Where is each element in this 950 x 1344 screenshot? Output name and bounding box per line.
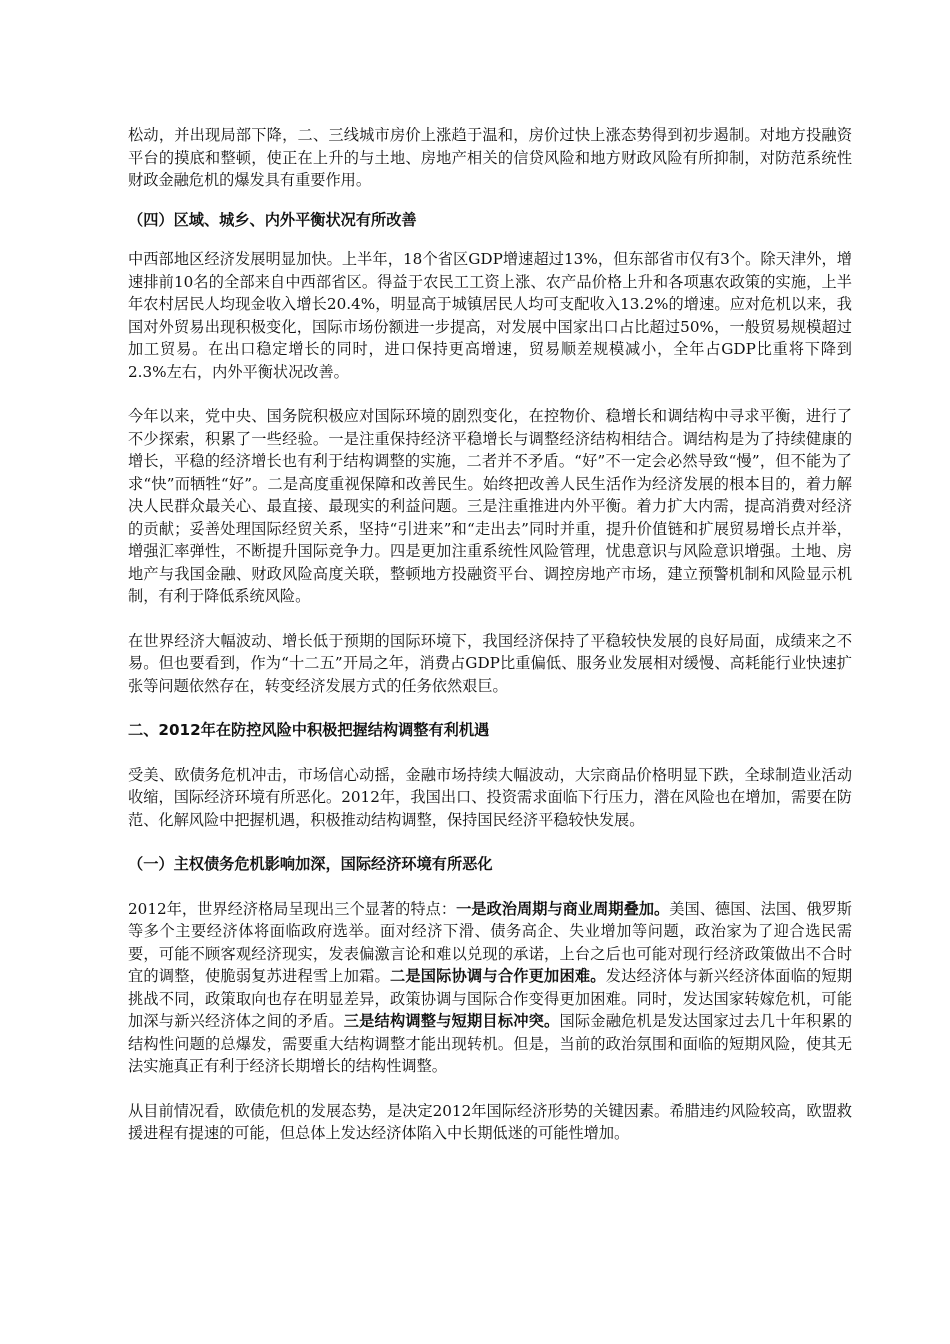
heading-section-4: （四）区域、城乡、内外平衡状况有所改善 — [128, 210, 417, 229]
paragraph-three-features — [128, 898, 852, 1078]
paragraph-policy-experience: 今年以来，党中央、国务院积极应对国际环境的剧烈变化，在控物价、稳增长和调结构中寻求平衡，进行了不少探索，积累了一些经验。一是注重保持经济平稳增长与调整经济结构相结合。调结构是为了持续健康的增长，平稳的经济增长也有利于结构调整的实施，二者并不矛盾。“好”不一定会必然导致“慢”，但不能为了求“快”而牺牲“好”。二是高度重视保障和改善民生。始终把改善人民生活作为经济发展的根本目的，着力解决人民群众最关心、最直接、最现实的利益问题。三是注重推进内外平衡。着力扩大内需，提高消费对经济的贡献；妥善处理国际经贸关系，坚持“引进来”和“走出去”同时并重，提升价值链和扩展贸易增长点并举，增强汇率弹性，不断提升国际竞争力。四是更加注重系统性风险管理，忧患意识与风险意识增强。土地、房地产与我国金融、财政风险高度关联，整顿地方投融资平台、调控房地产市场，建立预警机制和风险显示机制，有利于降低系统风险。 — [128, 407, 852, 605]
bold-point-2: 二是国际协调与合作更加困难。 — [389, 967, 606, 985]
heading-part-2: 二、2012年在防控风险中积极把握结构调整有利机遇 — [128, 721, 490, 739]
paragraph-achievements: 在世界经济大幅波动、增长低于预期的国际环境下，我国经济保持了平稳较快发展的良好局面，成绩来之不易。但也要看到，作为“十二五”开局之年，消费占GDP比重偏低、服务业发展相对缓慢、高耗能行业快速扩张等问题依然存在，转变经济发展方式的任务依然艰巨。 — [128, 631, 852, 695]
text-run: 国际金融危机是发达国家过去几十年积累的结构性问题的总爆发，需要重大结构调整才能出现转机。但是，当前的政治氛围和面临的短期风险，使其无法实施真正有利于经济长期增长的结构性调整。 — [128, 1012, 853, 1075]
document-page — [128, 124, 852, 1145]
paragraph-housing-risk: 松动，并出现局部下降，二、三线城市房价上涨趋于温和，房价过快上涨态势得到初步遏制。对地方投融资平台的摸底和整顿，使正在上升的与土地、房地产相关的信贷风险和地方财政风险有所抑制，对防范系统性财政金融危机的爆发具有重要作用。 — [128, 126, 852, 189]
heading-subsection-1: （一）主权债务危机影响加深，国际经济环境有所恶化 — [128, 855, 493, 873]
bold-point-3: 三是结构调整与短期目标冲突。 — [343, 1012, 560, 1030]
text-run: 美国、德国、法国、俄罗斯等多个主要经济体将面临政府选举。面对经济下滑、债务高企、失业增加等问题，政治家为了迎合选民需要，可能不顾客观经济现实，发表偏激言论和难以兑现的承诺，上台之后也可能对现行经济政策做出不合时宜的调整，使脆弱复苏进程雪上加霜。 — [128, 899, 852, 985]
text-run: 2012年，世界经济格局呈现出三个显著的特点： — [128, 899, 457, 918]
text-run: 发达经济体与新兴经济体面临的短期挑战不同，政策取向也存在明显差异，政策协调与国际合作变得更加困难。同时，发达国家转嫁危机，可能加深与新兴经济体之间的矛盾。 — [128, 967, 853, 1030]
paragraph-euro-crisis-outlook: 从目前情况看，欧债危机的发展态势，是决定2012年国际经济形势的关键因素。希腊违约风险较高，欧盟救援进程有提速的可能，但总体上发达经济体陷入中长期低迷的可能性增加。 — [128, 1101, 852, 1142]
paragraph-regional-balance: 中西部地区经济发展明显加快。上半年，18个省区GDP增速超过13%，但东部省市仅有3个。除天津外，增速排前10名的全部来自中西部省区。得益于农民工工资上涨、农产品价格上升和各项惠农政策的实施，上半年农村居民人均现金收入增长20.4%，明显高于城镇居民人均可支配收入13.2%的增速。应对危机以来，我国对外贸易出现积极变化，国际市场份额进一步提高，对发展中国家出口占比超过50%，一般贸易规模超过加工贸易。在出口稳定增长的同时，进口保持更高增速，贸易顺差规模减小，全年占GDP比重将下降到2.3%左右，内外平衡状况改善。 — [128, 250, 852, 381]
bold-point-1: 一是政治周期与商业周期叠加。 — [456, 899, 670, 918]
paragraph-debt-crisis-impact: 受美、欧债务危机冲击，市场信心动摇，金融市场持续大幅波动，大宗商品价格明显下跌，全球制造业活动收缩，国际经济环境有所恶化。2012年，我国出口、投资需求面临下行压力，潜在风险也在增加，需要在防范、化解风险中把握机遇，积极推动结构调整，保持国民经济平稳较快发展。 — [128, 765, 852, 829]
